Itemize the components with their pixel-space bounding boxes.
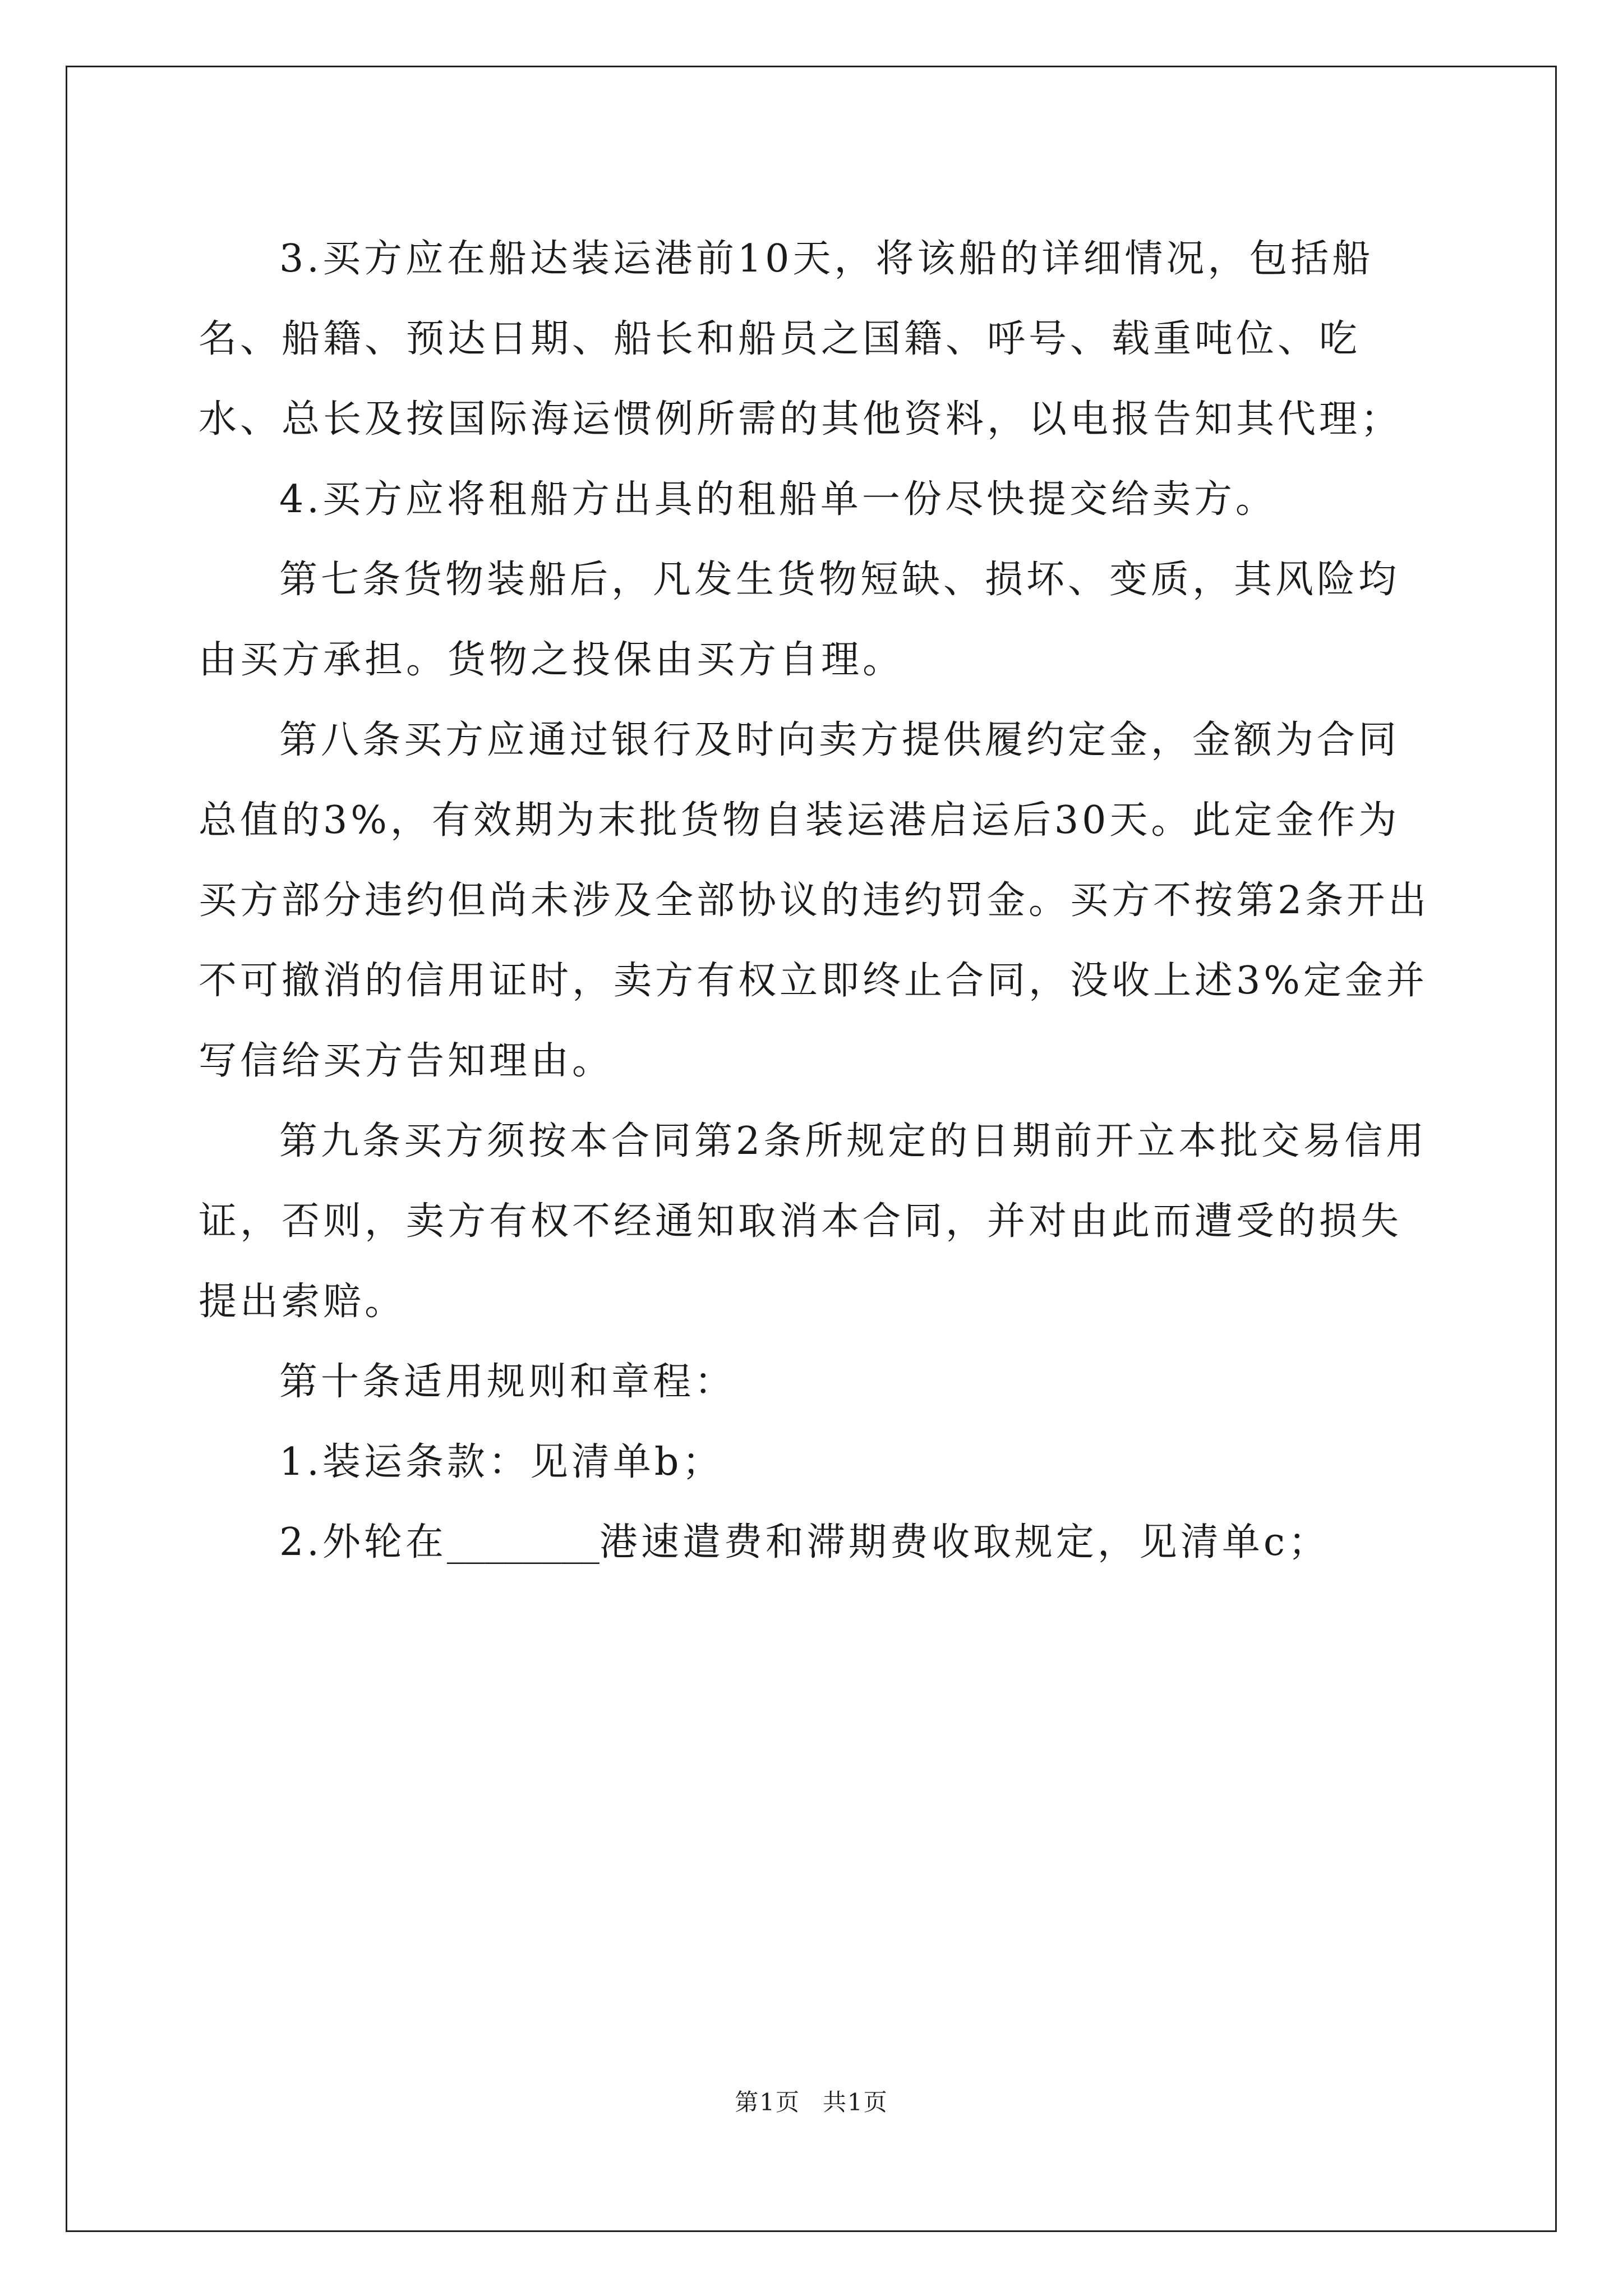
paragraph-rule-2 (199, 1502, 1432, 1582)
page-number-current: 第1页 (735, 2088, 800, 2116)
paragraph-item-3: 3.买方应在船达装运港前10天，将该船的详细情况，包括船名、船籍、预达日期、船长和船员之国籍、呼号、载重吨位、吃水、总长及按国际海运惯例所需的其他资料，以电报告知其代理； (199, 237, 1403, 441)
document-body (199, 219, 1432, 1582)
page-number-total: 共1页 (823, 2088, 888, 2116)
paragraph-item-4: 4.买方应将租船方出具的租船单一份尽快提交给卖方。 (279, 477, 1277, 522)
paragraph-article-8: 第八条买方应通过银行及时向卖方提供履约定金，金额为合同总值的3%，有效期为末批货物自装运港启运后30天。此定金作为买方部分违约但尚未涉及全部协议的违约罚金。买方不按第2条开出不可撤消的信用证时，卖方有权立即终止合同，没收上述3%定金并写信给买方告知理由。 (199, 718, 1430, 1083)
rule-2-blank: ________ (446, 1520, 600, 1565)
paragraph-article-10: 第十条适用规则和章程： (279, 1360, 736, 1404)
paragraph-article-9: 第九条买方须按本合同第2条所规定的日期前开立本批交易信用证，否则，卖方有权不经通知取消本合同，并对由此而遭受的损失提出索赔。 (199, 1119, 1428, 1324)
paragraph-article-7: 第七条货物装船后，凡发生货物短缺、损坏、变质，其风险均由买方承担。货物之投保由买方自理。 (199, 558, 1400, 682)
paragraph-rule-1: 1.装运条款：见清单b； (279, 1440, 724, 1484)
page-footer (0, 2084, 1623, 2118)
rule-2-prefix: 2.外轮在 (279, 1520, 447, 1565)
rule-2-suffix: 港速遣费和滞期费收取规定，见清单c； (599, 1520, 1330, 1565)
